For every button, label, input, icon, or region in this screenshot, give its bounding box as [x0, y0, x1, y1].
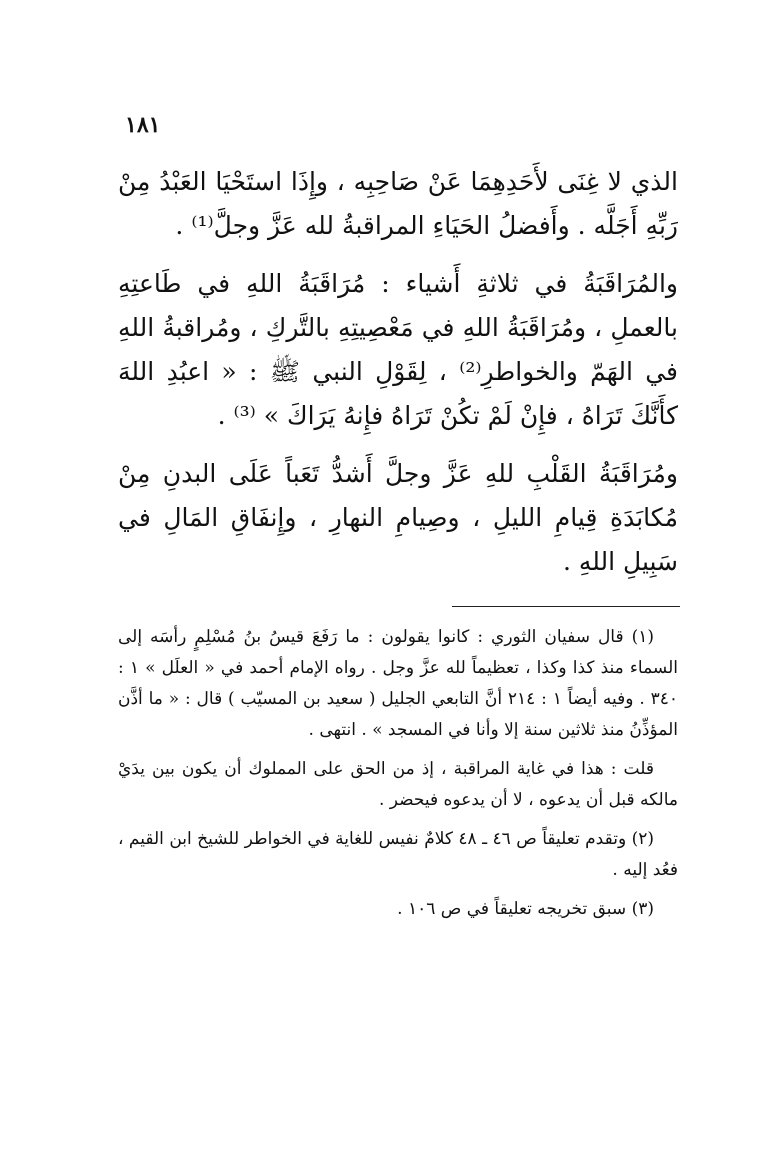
page-number: ١٨١ [125, 112, 161, 138]
footnotes [118, 622, 678, 933]
footnote-3: (٣) سبق تخريجه تعليقاً في ص ١٠٦ . [397, 899, 654, 919]
footnote-1-comment: قلت : هذا في غاية المراقبة ، إذ من الحق على المملوك أن يكون بين يدَيْ مالكه قبل أن يدعوه ، لا أن يدعوه فيحضر . [118, 759, 678, 810]
paragraph-1: الذي لا غِنَى لأَحَدِهِمَا عَنْ صَاحِبِه ، وإِذَا استَحْيَا العَبْدُ مِنْ رَبِّهِ أَجَلَّه . وأَفضلُ الحَيَاءِ المراقبةُ لله عَزَّ وجلَّ⁽¹⁾ . [118, 167, 678, 240]
footnote-2: (٢) وتقدم تعليقاً ص ٤٦ ـ ٤٨ كلامٌ نفيس للغاية في الخواطر للشيخ ابن القيم ، فعُد إليه . [118, 829, 678, 880]
paragraph-3: ومُرَاقَبَةُ القَلْبِ للهِ عَزَّ وجلَّ أَشدُّ تَعَباً عَلَى البدنِ مِنْ مُكابَدَةِ قِيامِ الليلِ ، وصِيامِ النهارِ ، وإِنفَاقِ المَالِ في سَبِيلِ اللهِ . [118, 459, 678, 576]
footnote-divider [452, 606, 680, 607]
footnote-1: (١) قال سفيان الثوري : كانوا يقولون : ما رَفَعَ قيسُ بنُ مُسْلِمٍ رأسَه إلى السماء منذ كذا وكذا ، تعظيماً لله عزَّ وجل . رواه الإمام أحمد في « العلَل » ١ : ٣٤٠ . وفيه أيضاً ١ : ٢١٤ أنَّ التابعي الجليل ( سعيد بن المسيّب ) قال : « ما أذَّن المؤذِّنُ منذ ثلاثين سنة إلا وأنا في المسجد » . انتهى . [118, 627, 678, 740]
paragraph-2: والمُرَاقَبَةُ في ثلاثةِ أَشياء : مُرَاقَبَةُ اللهِ في طَاعتِهِ بالعملِ ، ومُرَاقَبَةُ اللهِ في مَعْصِيتِهِ بالتَّركِ ، ومُراقبةُ اللهِ في الهَمّ والخواطرِ⁽²⁾ ، لِقَوْلِ النبي ﷺ : « اعبُدِ اللهَ كأَنَّكَ تَرَاهُ ، فإِنْ لَمْ تكُنْ تَرَاهُ فإِنهُ يَرَاكَ » ⁽³⁾ . [118, 269, 679, 430]
main-text [118, 160, 678, 598]
